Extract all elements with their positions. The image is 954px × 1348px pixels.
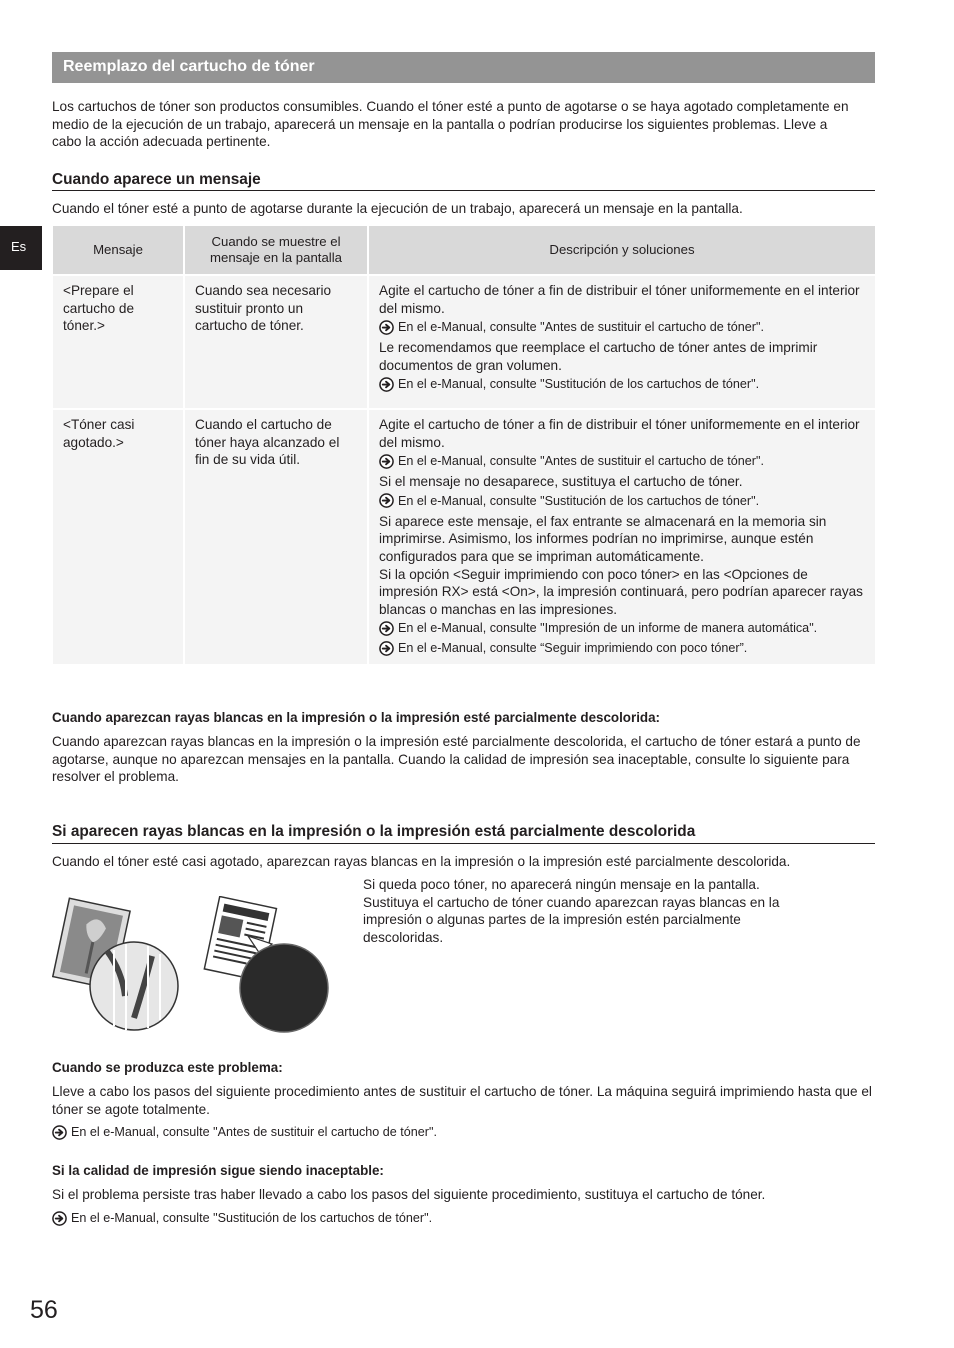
manual-reference: En el e-Manual, consulte "Antes de sustituir el cartucho de tóner". bbox=[379, 319, 865, 335]
problem-heading: Cuando se produzca este problema: bbox=[52, 1060, 283, 1075]
streaks-intro: Cuando el tóner esté casi agotado, aparezcan rayas blancas en la impresión o la impresión esté parcialmente descolorida. bbox=[52, 854, 791, 869]
manual-reference: En el e-Manual, consulte "Sustitución de los cartuchos de tóner". bbox=[379, 493, 865, 509]
arrow-circle-icon bbox=[379, 377, 394, 392]
arrow-circle-icon bbox=[379, 454, 394, 469]
heading-rule bbox=[52, 843, 875, 844]
col-header-description: Descripción y soluciones bbox=[368, 226, 875, 275]
quality-heading: Si la calidad de impresión sigue siendo inaceptable: bbox=[52, 1163, 384, 1178]
message-intro: Cuando el tóner esté a punto de agotarse durante la ejecución de un trabajo, aparecerá un mensaje en la pantalla. bbox=[52, 201, 743, 216]
streaks-heading: Si aparecen rayas blancas en la impresión o la impresión está parcialmente descolorida bbox=[52, 823, 696, 840]
col-header-when: Cuando se muestre el mensaje en la pantalla bbox=[184, 226, 368, 275]
quality-text: Si el problema persiste tras haber llevado a cabo los pasos del siguiente procedimiento, sustituya el cartucho de tóner. bbox=[52, 1187, 766, 1202]
table-row bbox=[53, 409, 875, 664]
manual-reference: En el e-Manual, consulte "Impresión de un informe de manera automática". bbox=[379, 620, 865, 636]
col-header-message: Mensaje bbox=[53, 226, 184, 275]
arrow-circle-icon bbox=[52, 1211, 67, 1226]
row-description: Agite el cartucho de tóner a fin de distribuir el tóner uniformemente en el interior del mismo. En el e-Manual, consulte "Antes de sustituir el cartucho de tóner". Si el mensaje no desaparece, sustituya el cartucho de tóner. En el e-Manual, consulte "Sustitución de los cartuchos de tóner". Si aparece este mensaje, el fax entrante se almacenará en la memoria sin imprimirse. Asimismo, los informes podrían no imprimirse, aunque estén configurados para que se impriman automáticamente. Si la opción <Seguir imprimiendo con poco tóner> en las <Opciones de impresión RX> está <On>, la impresión continuará, pero podrían aparecer rayas blancas o manchas en las impresiones. En el e-Manual, consulte "Impresión de un informe de manera automática". En el e-Manual, consulte “Seguir imprimiendo con poco tóner”. bbox=[368, 409, 875, 664]
streaks-note-text: Cuando aparezcan rayas blancas en la impresión o la impresión esté parcialmente descolorida, el cartucho de tóner estará a punto de agotarse, aunque no aparezcan mensajes en la pantalla. Cuando la calidad de impresión sea inaceptable, consulte lo siguiente para resolver el problema. bbox=[52, 734, 861, 785]
problem-text: Lleve a cabo los pasos del siguiente procedimiento antes de sustituir el cartucho de tóner. La máquina seguirá imprimiendo hasta que el tóner se agote totalmente. bbox=[52, 1084, 872, 1117]
row-message: <Tóner casi agotado.> bbox=[53, 409, 184, 664]
intro-text: Los cartuchos de tóner son productos consumibles. Cuando el tóner esté a punto de agotarse o se haya agotado completamente en medio de la ejecución de un trabajo, aparecerá un mensaje en la pantalla o podrían producirse los siguientes problemas. Lleve a cabo la acción adecuada pertinente. bbox=[52, 99, 849, 150]
arrow-circle-icon bbox=[379, 641, 394, 656]
row-description: Agite el cartucho de tóner a fin de distribuir el tóner uniformemente en el interior del mismo. En el e-Manual, consulte "Antes de sustituir el cartucho de tóner". Le recomendamos que reemplace el cartucho de tóner antes de imprimir documentos de gran volumen. En el e-Manual, consulte "Sustitución de los cartuchos de tóner". bbox=[368, 275, 875, 409]
language-tab: Es bbox=[0, 226, 42, 270]
manual-reference: En el e-Manual, consulte "Sustitución de los cartuchos de tóner". bbox=[379, 376, 865, 392]
section-title: Reemplazo del cartucho de tóner bbox=[63, 58, 315, 75]
arrow-circle-icon bbox=[52, 1125, 67, 1140]
message-table bbox=[53, 226, 875, 664]
manual-reference: En el e-Manual, consulte "Sustitución de los cartuchos de tóner". bbox=[52, 1210, 432, 1226]
section-banner bbox=[52, 52, 875, 83]
manual-reference: En el e-Manual, consulte "Antes de sustituir el cartucho de tóner". bbox=[379, 453, 865, 469]
arrow-circle-icon bbox=[379, 621, 394, 636]
manual-reference: En el e-Manual, consulte “Seguir imprimiendo con poco tóner”. bbox=[379, 640, 865, 656]
row-when: Cuando sea necesario sustituir pronto un cartucho de tóner. bbox=[184, 275, 368, 409]
table-row bbox=[53, 275, 875, 409]
manual-reference: En el e-Manual, consulte "Antes de sustituir el cartucho de tóner". bbox=[52, 1124, 437, 1140]
arrow-circle-icon bbox=[379, 493, 394, 508]
page-number: 56 bbox=[30, 1296, 58, 1324]
faded-print-illustration bbox=[52, 896, 334, 1036]
arrow-circle-icon bbox=[379, 320, 394, 335]
streaks-note-heading: Cuando aparezcan rayas blancas en la impresión o la impresión esté parcialmente descolorida: bbox=[52, 710, 661, 725]
streaks-side-text: Si queda poco tóner, no aparecerá ningún mensaje en la pantalla. Sustituya el cartucho de tóner cuando aparezcan rayas blancas en la impresión o algunas partes de la impresión estén parcialmente descoloridas. bbox=[363, 877, 780, 945]
heading-rule bbox=[52, 190, 875, 191]
message-heading: Cuando aparece un mensaje bbox=[52, 171, 261, 188]
row-message: <Prepare el cartucho de tóner.> bbox=[53, 275, 184, 409]
row-when: Cuando el cartucho de tóner haya alcanzado el fin de su vida útil. bbox=[184, 409, 368, 664]
table-header bbox=[53, 226, 875, 275]
